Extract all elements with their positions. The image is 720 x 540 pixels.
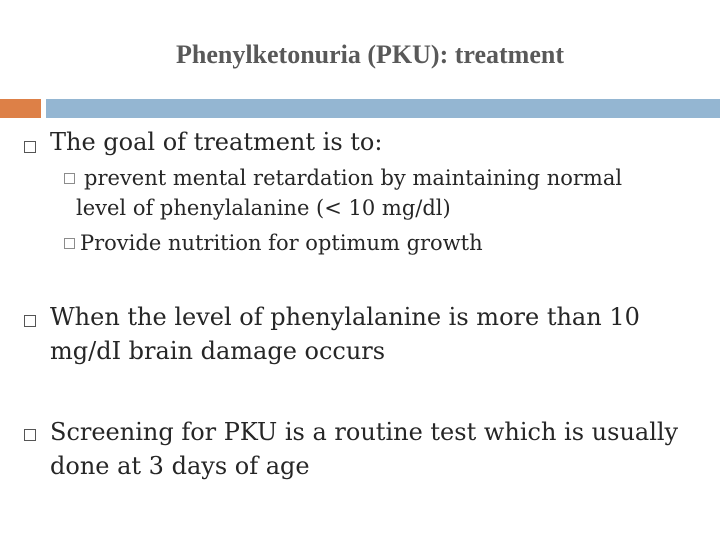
- bullet-2-line-2: mg/dI brain damage occurs: [50, 337, 386, 365]
- bullet-square-icon: [24, 429, 36, 441]
- bullet-square-icon: [24, 315, 36, 327]
- bullet-square-icon: [24, 141, 36, 153]
- sub-bullet-1-line-1: prevent mental retardation by maintaining normal: [84, 166, 623, 190]
- sub-bullet-2-text: Provide nutrition for optimum growth: [80, 231, 483, 255]
- slide-title: Phenylketonuria (PKU): treatment: [175, 40, 564, 69]
- bullet-1-text: The goal of treatment is to:: [50, 128, 383, 156]
- sub-bullet-square-icon: [64, 173, 75, 184]
- sub-bullet-square-icon: [64, 238, 75, 249]
- sub-bullet-1-line-2: level of phenylalanine (< 10 mg/dl): [76, 196, 451, 220]
- bullet-3-line-1: Screening for PKU is a routine test which is usually: [50, 418, 679, 446]
- bullet-3-line-2: done at 3 days of age: [50, 452, 310, 480]
- accent-bar-orange: [0, 99, 41, 118]
- accent-bar-blue: [46, 99, 720, 118]
- bullet-2-line-1: When the level of phenylalanine is more than 10: [50, 303, 640, 331]
